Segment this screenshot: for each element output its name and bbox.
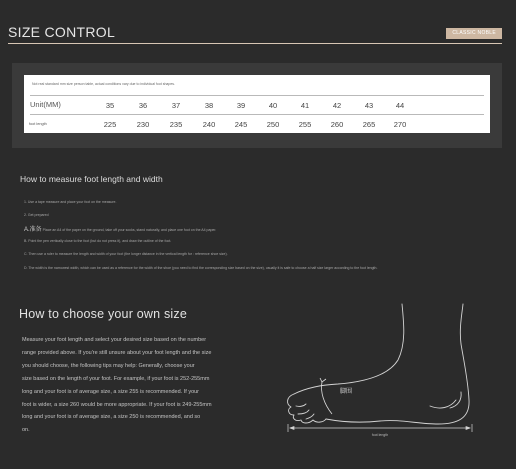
table-cell: 245 — [234, 120, 248, 129]
text-line: on. — [22, 427, 30, 434]
table-cell: 270 — [393, 120, 407, 129]
step-tag: A.准备 — [24, 227, 42, 233]
table-cell: 240 — [202, 120, 216, 129]
table-cell: 260 — [330, 120, 344, 129]
table-divider — [30, 114, 484, 115]
measure-step: B. Point the pen vertically close to the foot (but do not press it), and draw the outline of the foot. — [24, 239, 172, 243]
size-table-panel — [12, 63, 502, 148]
page-title: SIZE CONTROL — [8, 24, 116, 40]
page-header — [0, 0, 516, 50]
measure-step — [24, 224, 216, 233]
choose-section-text — [22, 334, 252, 437]
table-cell: 36 — [138, 101, 148, 110]
foot-outline-icon — [280, 296, 480, 441]
size-table — [24, 75, 490, 133]
text-line: range provided above. If you're still unsure about your foot length and the size — [22, 349, 212, 356]
table-cell: 41 — [300, 101, 310, 110]
foot-diagram — [280, 296, 480, 441]
measure-step: C. Then use a ruler to measure the length and width of your foot (the longer distance in the vertical length for : reference shoe size). — [24, 252, 228, 256]
text-line: long and your foot is of average size, a size 250 is recommended, and so — [22, 414, 201, 421]
table-cell: 40 — [268, 101, 278, 110]
measure-step: D. The width is the narrowest width, which can be used as a reference for the width of the shoe (you need to find the corresponding size based on the size), usually it is safe to choose a half size larger according to the foot length. — [24, 266, 378, 270]
table-cell: 35 — [105, 101, 115, 110]
measure-step: 2. Get prepared — [24, 213, 49, 217]
text-line: Measure your foot length and select your desired size based on the number — [22, 337, 207, 343]
table-cell: 250 — [266, 120, 280, 129]
table-divider — [30, 95, 484, 96]
table-cell: 44 — [395, 101, 405, 110]
table-cell: 43 — [364, 101, 374, 110]
text-line: you should choose, the following tips may help: Generally, choose your — [22, 362, 195, 369]
row-label-unit: Unit(MM) — [30, 100, 61, 109]
table-cell: 39 — [236, 101, 246, 110]
girth-label: 脚围 — [340, 389, 353, 395]
table-cell: 225 — [103, 120, 117, 129]
text-line: size based on the length of your foot. For example, if your foot is 252-255mm — [22, 375, 210, 382]
table-cell: 265 — [362, 120, 376, 129]
table-cell: 42 — [332, 101, 342, 110]
table-cell: 37 — [171, 101, 181, 110]
choose-section-title: How to choose your own size — [19, 307, 187, 321]
row-label-foot-length: foot length — [29, 122, 47, 126]
table-cell: 235 — [169, 120, 183, 129]
brand-badge: CLASSIC NOBLE — [446, 28, 502, 39]
size-table-note: Not real standard mm size person table, actual conditions vary due to individual foot shapes. — [32, 82, 175, 86]
measure-step: 1. Use a tape measure and place your foot on the measure. — [24, 200, 117, 204]
measure-section-title: How to measure foot length and width — [20, 174, 163, 184]
table-cell: 255 — [298, 120, 312, 129]
text-line: foot is wider, a size 260 would be more appropriate. If your foot is 249-255mm — [22, 401, 212, 408]
table-cell: 230 — [136, 120, 150, 129]
table-cell: 38 — [204, 101, 214, 110]
length-label: foot length — [371, 433, 389, 437]
header-divider — [8, 43, 502, 44]
text-line: long and your foot is of average size, a size 255 is recommended. If your — [22, 388, 200, 395]
step-text: Place an A4 of the paper on the ground, take off your socks, stand naturally, and place one foot on the A4 paper. — [41, 228, 217, 232]
